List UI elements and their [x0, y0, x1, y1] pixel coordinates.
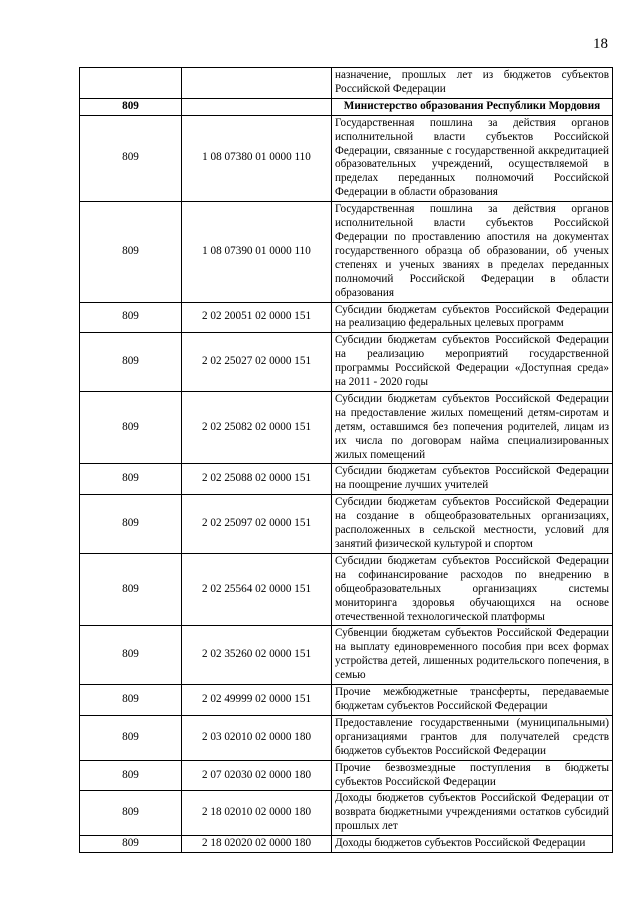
income-code-cell: 2 02 49999 02 0000 151: [182, 685, 332, 716]
income-name-cell: Субсидии бюджетам субъектов Российской Федерации на реализацию мероприятий государственной программы Российской Федерации «Доступная среда» на 2011 - 2020 годы: [332, 333, 613, 392]
income-code-cell: 2 03 02010 02 0000 180: [182, 715, 332, 760]
income-code-cell: 1 08 07380 01 0000 110: [182, 115, 332, 201]
budget-classification-table: [79, 67, 613, 853]
income-code-cell: 2 07 02030 02 0000 180: [182, 760, 332, 791]
table-body: [80, 68, 613, 853]
table-row: [80, 464, 613, 495]
admin-code-cell: 809: [80, 202, 182, 302]
income-name-cell: Субвенции бюджетам субъектов Российской Федерации на выплату единовременного пособия при всех формах устройства детей, лишенных родительского попечения, в семью: [332, 626, 613, 685]
table-row: [80, 391, 613, 464]
income-name-cell: Субсидии бюджетам субъектов Российской Федерации на предоставление жилых помещений детям-сиротам и детям, оставшимся без попечения родителей, лицам из их числа по договорам найма специализированных жилых помещений: [332, 391, 613, 464]
income-name-cell: Субсидии бюджетам субъектов Российской Федерации на поощрение лучших учителей: [332, 464, 613, 495]
income-code-cell: 1 08 07390 01 0000 110: [182, 202, 332, 302]
income-code-cell: 2 02 25564 02 0000 151: [182, 553, 332, 626]
admin-code-cell: 809: [80, 836, 182, 853]
table-row: [80, 553, 613, 626]
admin-code-cell: 809: [80, 715, 182, 760]
admin-code-cell: 809: [80, 760, 182, 791]
income-name-cell: Государственная пошлина за действия органов исполнительной власти субъектов Российской Федерации по проставлению апостиля на документах государственного образца об образовании, об ученых степенях и ученых званиях в пределах переданных полномочий Российской Федерации в области образования: [332, 202, 613, 302]
table-row: [80, 115, 613, 201]
admin-code-cell: 809: [80, 626, 182, 685]
table-row: [80, 333, 613, 392]
table-row: [80, 836, 613, 853]
admin-code-cell: 809: [80, 553, 182, 626]
income-name-cell: Прочие безвозмездные поступления в бюджеты субъектов Российской Федерации: [332, 760, 613, 791]
admin-code-cell: 809: [80, 302, 182, 333]
income-name-cell: Государственная пошлина за действия органов исполнительной власти субъектов Российской Федерации, связанные с государственной аккредитацией образовательных учреждений, осуществляемой в пределах переданных полномочий Российской Федерации в области образования: [332, 115, 613, 201]
income-name-cell: Доходы бюджетов субъектов Российской Федерации от возврата бюджетными учреждениями остатков субсидий прошлых лет: [332, 791, 613, 836]
income-name-cell: назначение, прошлых лет из бюджетов субъектов Российской Федерации: [332, 68, 613, 99]
page-number: 18: [593, 36, 608, 52]
income-code-cell: 2 02 25097 02 0000 151: [182, 495, 332, 554]
income-name-cell: Субсидии бюджетам субъектов Российской Федерации на создание в общеобразовательных организациях, расположенных в сельской местности, условий для занятий физической культурой и спортом: [332, 495, 613, 554]
table-row: [80, 791, 613, 836]
income-name-cell: Предоставление государственными (муниципальными) организациями грантов для получателей средств бюджетов субъектов Российской Федерации: [332, 715, 613, 760]
admin-code-cell: [80, 68, 182, 99]
table-row: [80, 202, 613, 302]
income-name-cell: Министерство образования Республики Мордовия: [332, 98, 613, 115]
admin-code-cell: 809: [80, 391, 182, 464]
income-code-cell: 2 02 25082 02 0000 151: [182, 391, 332, 464]
income-code-cell: 2 02 35260 02 0000 151: [182, 626, 332, 685]
income-code-cell: 2 02 20051 02 0000 151: [182, 302, 332, 333]
table-row: [80, 715, 613, 760]
admin-code-cell: 809: [80, 495, 182, 554]
admin-code-cell: 809: [80, 98, 182, 115]
income-code-cell: 2 18 02020 02 0000 180: [182, 836, 332, 853]
admin-code-cell: 809: [80, 685, 182, 716]
table-row: [80, 302, 613, 333]
table-row: [80, 626, 613, 685]
income-name-cell: Доходы бюджетов субъектов Российской Федерации: [332, 836, 613, 853]
admin-code-cell: 809: [80, 791, 182, 836]
table-row: [80, 68, 613, 99]
income-name-cell: Прочие межбюджетные трансферты, передаваемые бюджетам субъектов Российской Федерации: [332, 685, 613, 716]
income-code-cell: 2 02 25027 02 0000 151: [182, 333, 332, 392]
ministry-heading-row: [80, 98, 613, 115]
income-name-cell: Субсидии бюджетам субъектов Российской Федерации на софинансирование расходов по внедрению в общеобразовательных организациях системы мониторинга здоровья обучающихся на основе отечественной технологической платформы: [332, 553, 613, 626]
admin-code-cell: 809: [80, 115, 182, 201]
income-code-cell: 2 18 02010 02 0000 180: [182, 791, 332, 836]
table-row: [80, 495, 613, 554]
table-row: [80, 760, 613, 791]
table-row: [80, 685, 613, 716]
income-code-cell: [182, 98, 332, 115]
income-name-cell: Субсидии бюджетам субъектов Российской Федерации на реализацию федеральных целевых программ: [332, 302, 613, 333]
admin-code-cell: 809: [80, 464, 182, 495]
income-code-cell: 2 02 25088 02 0000 151: [182, 464, 332, 495]
income-code-cell: [182, 68, 332, 99]
admin-code-cell: 809: [80, 333, 182, 392]
